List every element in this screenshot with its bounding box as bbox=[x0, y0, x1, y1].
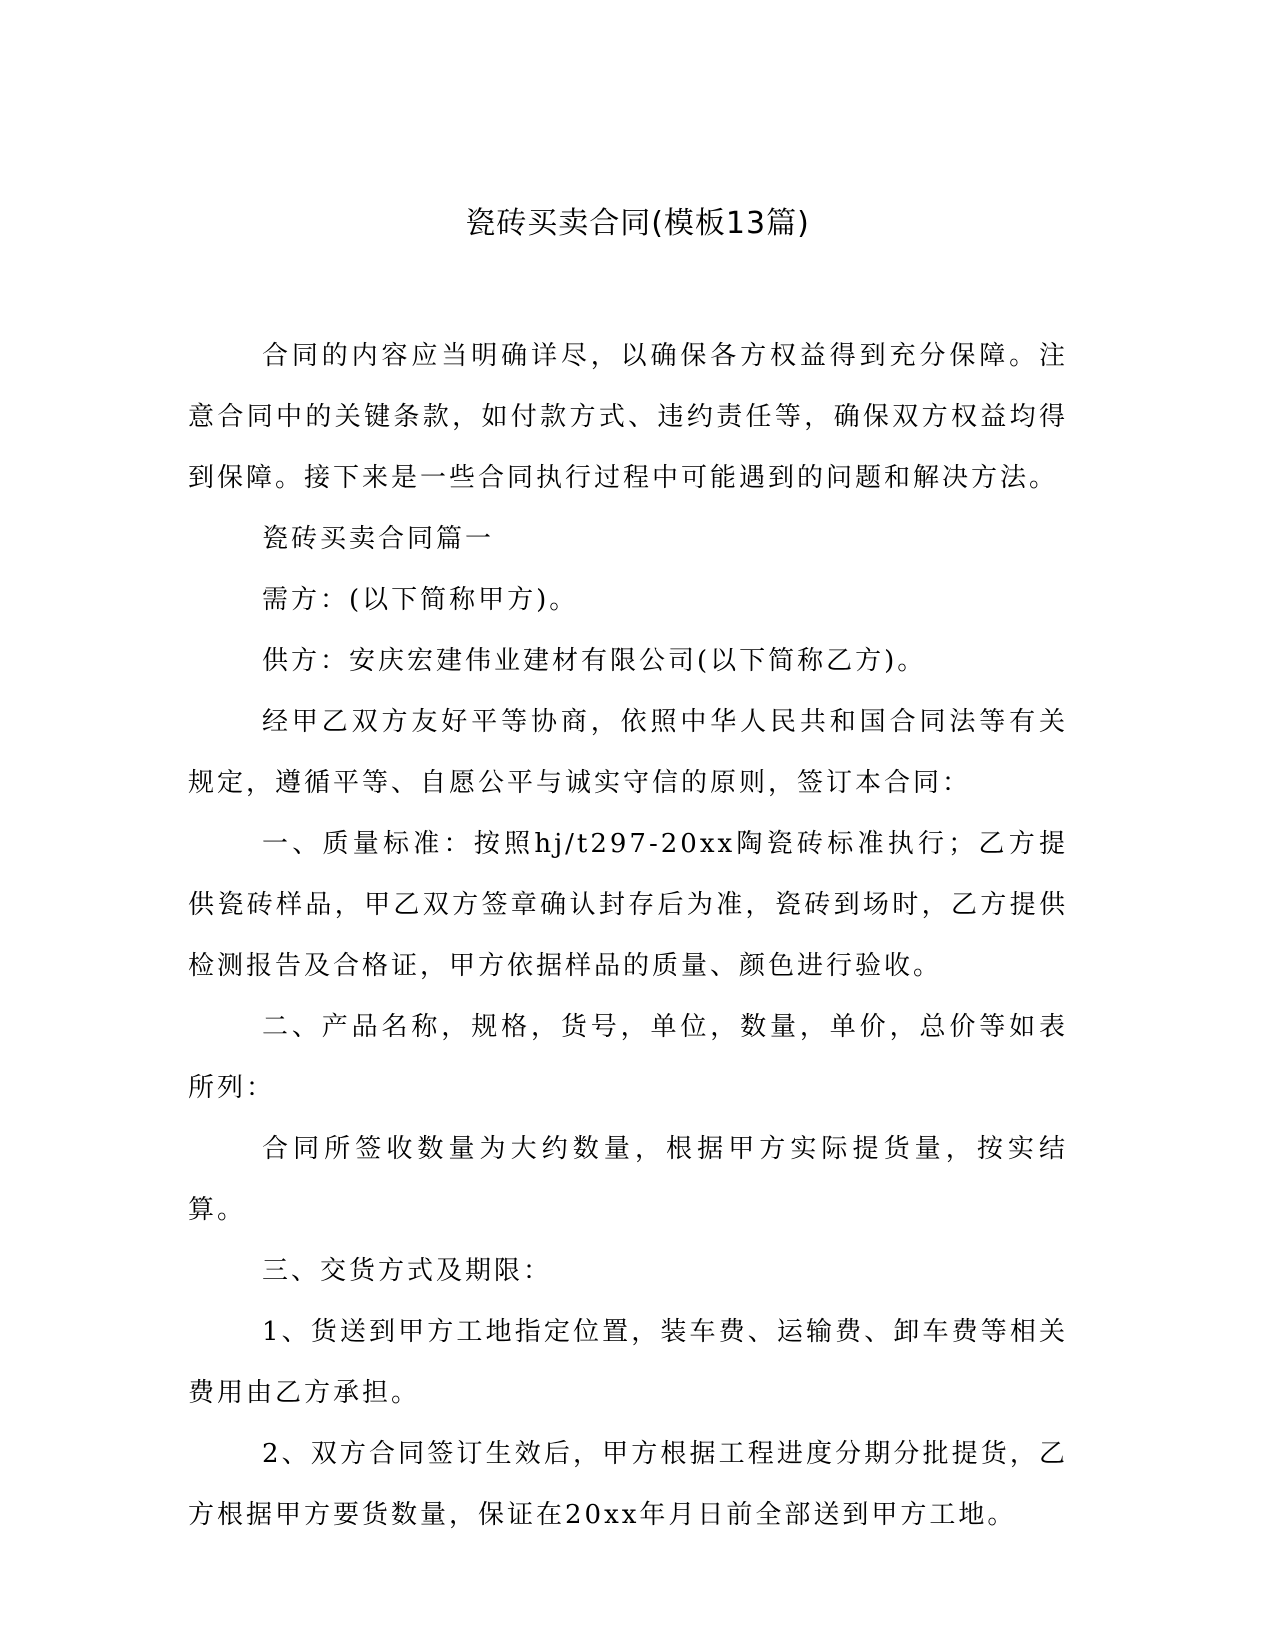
supplier-line: 供方：安庆宏建伟业建材有限公司(以下简称乙方)。 bbox=[262, 646, 927, 676]
clause-delivery-item-1: 1、货送到甲方工地指定位置，装车费、运输费、卸车费等相关费用由乙方承担。 bbox=[188, 1317, 1068, 1408]
clause-delivery-heading: 三、交货方式及期限： bbox=[262, 1256, 553, 1286]
document-body bbox=[188, 326, 1068, 1546]
clause-product-list: 二、产品名称，规格，货号，单位，数量，单价，总价等如表所列： bbox=[188, 1012, 1068, 1103]
clause-quantity-settlement: 合同所签收数量为大约数量，根据甲方实际提货量，按实结算。 bbox=[188, 1134, 1068, 1225]
intro-paragraph: 合同的内容应当明确详尽，以确保各方权益得到充分保障。注意合同中的关键条款，如付款方式、违约责任等，确保双方权益均得到保障。接下来是一些合同执行过程中可能遇到的问题和解决方法。 bbox=[188, 341, 1068, 493]
agreement-preamble: 经甲乙双方友好平等协商，依照中华人民共和国合同法等有关规定，遵循平等、自愿公平与诚实守信的原则，签订本合同： bbox=[188, 707, 1068, 798]
clause-delivery-item-2: 2、双方合同签订生效后，甲方根据工程进度分期分批提货，乙方根据甲方要货数量，保证在20xx年月日前全部送到甲方工地。 bbox=[188, 1439, 1068, 1530]
section-heading-part-one: 瓷砖买卖合同篇一 bbox=[262, 524, 495, 554]
clause-quality-standard: 一、质量标准：按照hj/t297-20xx陶瓷砖标准执行；乙方提供瓷砖样品，甲乙双方签章确认封存后为准，瓷砖到场时，乙方提供检测报告及合格证，甲方依据样品的质量、颜色进行验收。 bbox=[188, 829, 1068, 981]
buyer-line: 需方：(以下简称甲方)。 bbox=[262, 585, 579, 615]
document-title: 瓷砖买卖合同(模板13篇) bbox=[465, 206, 810, 241]
